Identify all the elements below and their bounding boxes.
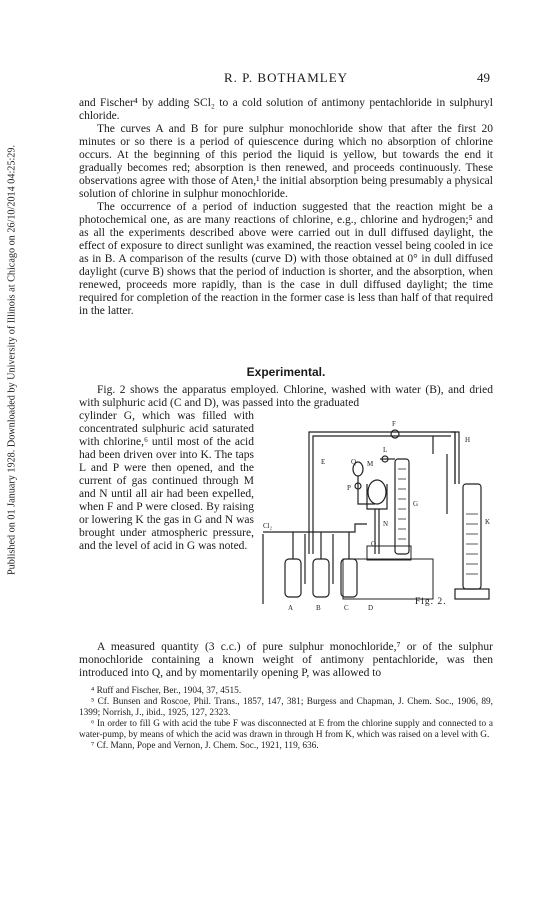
wash-bottles bbox=[263, 532, 293, 604]
label-m: M bbox=[367, 460, 374, 468]
figure-caption: Fig. 2. bbox=[415, 597, 447, 607]
footnote: ⁶ In order to fill G with acid the tube F was disconnected at E from the chlorine supply and connected to a water-pump, by means of which the acid was drawn in through H from K, which was raised on a level with G. bbox=[79, 719, 493, 740]
label-n: N bbox=[383, 520, 389, 528]
apparatus-diagram bbox=[255, 414, 495, 614]
section-heading: Experimental. bbox=[246, 365, 326, 379]
apparatus-figure bbox=[255, 414, 495, 614]
footnote: ⁵ Cf. Bunsen and Roscoe, Phil. Trans., 1857, 147, 381; Burgess and Chapman, J. Chem. Soc., 1906, 89, 1399; Norrish, J., ibid., 1925, 127, 2323. bbox=[79, 697, 493, 718]
paragraph: Fig. 2 shows the apparatus employed. Chlorine, washed with water (B), and dried with sulphuric acid (C and D), was passed into the graduated bbox=[79, 384, 493, 409]
page-header bbox=[82, 70, 490, 86]
paragraph: A measured quantity (3 c.c.) of pure sulphur monochloride,⁷ or of the sulphur monochloride containing a known weight of antimony pentachloride, was then introduced into Q, and by momentarily opening P, was allowed to bbox=[79, 641, 493, 679]
label-e: E bbox=[321, 458, 326, 466]
label-p: P bbox=[347, 484, 351, 492]
paragraph: and Fischer⁴ by adding SCl₂ to a cold solution of antimony pentachloride in sulphuryl chloride. bbox=[79, 97, 493, 122]
footnotes bbox=[79, 686, 493, 752]
label-o: O bbox=[371, 540, 377, 548]
footnote: ⁴ Ruff and Fischer, Ber., 1904, 37, 4515. bbox=[91, 686, 242, 696]
tap-f-symbol bbox=[391, 430, 399, 438]
footnote: ⁷ Cf. Mann, Pope and Vernon, J. Chem. Soc., 1921, 119, 636. bbox=[91, 741, 319, 751]
label-k: K bbox=[485, 518, 491, 526]
label-c: C bbox=[344, 604, 349, 612]
label-cl2: Cl₂ bbox=[263, 522, 273, 530]
cylinder-g bbox=[395, 459, 409, 554]
paragraph: The occurrence of a period of induction suggested that the reaction might be a photochemical one, as are many reactions of chlorine, e.g., chlorine and hydrogen;⁵ and as all the experiments described above were carried out in dull diffused daylight, the effect of exposure to direct sunlight was examined, the reaction vessel being cooled in ice as in B. A comparison of the results (curve D) with those obtained at 0° in dull diffused daylight (curve B) shows that the period of induction is shorter, and the absorption, when renewed, proceeds more rapidly, than is the case in dull diffused daylight; the time required for completion of the reaction in the former case is less than half of that required in the latter. bbox=[79, 201, 493, 317]
text-block-bottom bbox=[79, 641, 493, 680]
running-head: R. P. BOTHAMLEY bbox=[223, 70, 349, 85]
label-a: A bbox=[288, 604, 294, 612]
label-q: Q bbox=[351, 458, 357, 466]
wrapped-text bbox=[79, 410, 254, 553]
download-watermark bbox=[2, 110, 22, 610]
vessel-k bbox=[463, 484, 481, 589]
label-g: G bbox=[413, 500, 419, 508]
label-f: F bbox=[392, 420, 396, 428]
label-l: L bbox=[383, 446, 388, 454]
paragraph: cylinder G, which was filled with concentrated sulphuric acid saturated with chlorine,⁶ until most of the acid had been driven over into K. The taps L and P were then opened, and the current of gas continued through M and N until all air had been expelled, when F and P were closed. By raising or lowering K the gas in G and N was brought under atmospheric pressure, and the level of acid in G was noted. bbox=[79, 410, 254, 552]
download-notice: Published on 01 January 1928. Downloaded by University of Illinois at Chicago on 26/10/2014 04:25:29. bbox=[6, 144, 18, 576]
paragraph: The curves A and B for pure sulphur monochloride show that after the first 20 minutes or so there is a period of quiescence during which no absorption of chlorine occurs. At the beginning of this period the liquid is yellow, but towards the end it gradually becomes red; absorption is then renewed, and proceeds continuously. These observations agree with those of Aten,¹ the initial absorption being presumably a physical solution of chlorine in sulphur monochloride. bbox=[79, 123, 493, 200]
text-block-top bbox=[79, 97, 493, 318]
text-block-experimental bbox=[79, 384, 493, 410]
label-h: H bbox=[465, 436, 471, 444]
label-d: D bbox=[368, 604, 374, 612]
label-b: B bbox=[316, 604, 321, 612]
tube-h bbox=[433, 432, 459, 484]
page-number: 49 bbox=[477, 70, 490, 85]
